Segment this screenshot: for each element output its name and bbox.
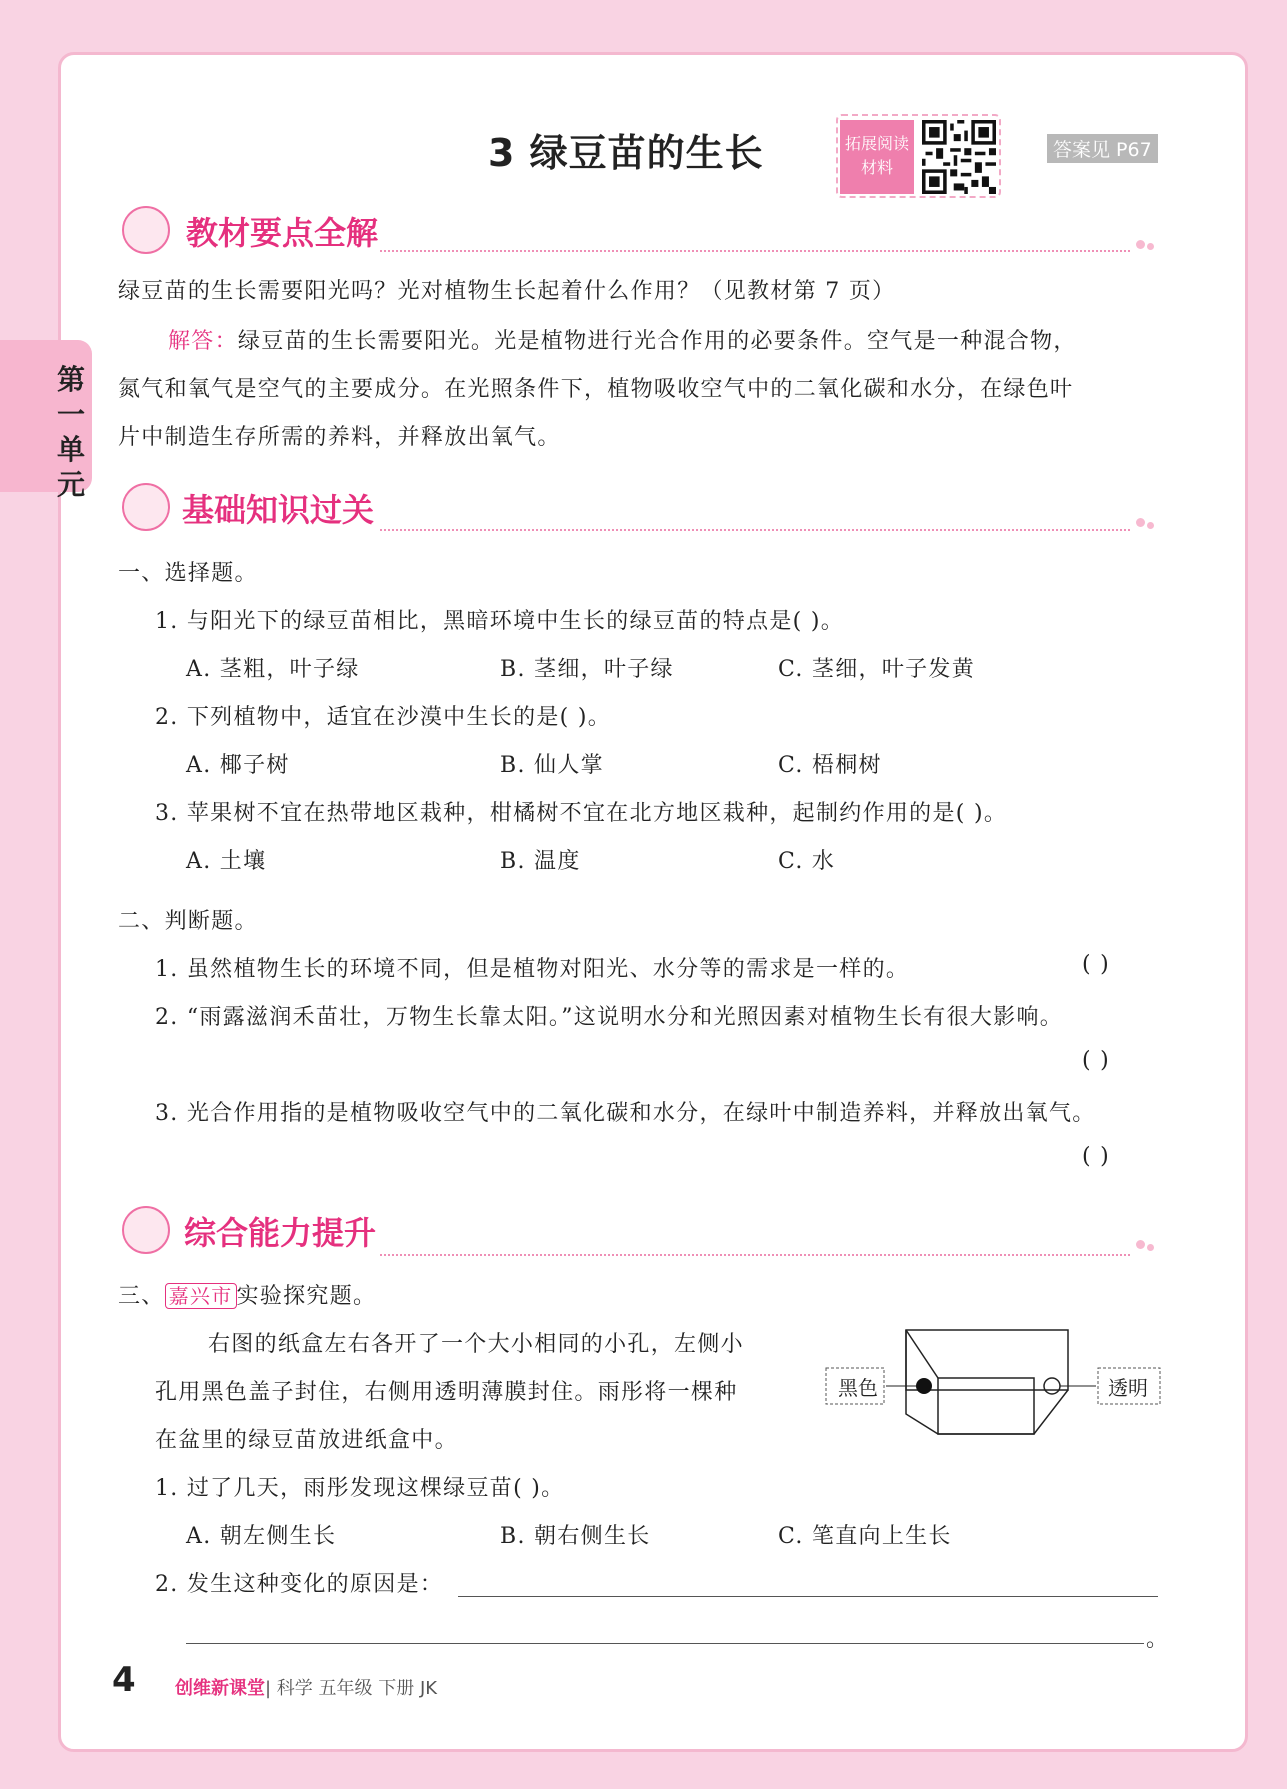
extended-reading-label: 拓展阅读材料 [840, 120, 914, 194]
page-number: 4 [112, 1660, 136, 1700]
textbook-question: 绿豆苗的生长需要阳光吗？光对植物生长起着什么作用？（见教材第 7 页） [118, 279, 896, 304]
end-mark: 。 [1146, 1627, 1170, 1652]
judgement-question: 2. “雨露滋润禾苗壮，万物生长靠太阳。”这说明水分和光照因素对植物生长有很大影响。 [155, 1005, 1064, 1030]
choice-question: 3. 苹果树不宜在热带地区栽种，柑橘树不宜在北方地区栽种，起制约作用的是( )。 [155, 801, 1008, 826]
experiment-intro: 右图的纸盒左右各开了一个大小相同的小孔，左侧小 [208, 1332, 744, 1357]
lesson-title: 3 绿豆苗的生长 [488, 131, 764, 175]
judgement-question: 1. 虽然植物生长的环境不同，但是植物对阳光、水分等的需求是一样的。 [155, 957, 910, 982]
answer-reference-badge: 答案见 P67 [1047, 134, 1158, 163]
choice-option[interactable]: B. 仙人掌 [500, 753, 604, 778]
section-divider [380, 1254, 1130, 1256]
choice-option[interactable]: A. 朝左侧生长 [186, 1524, 337, 1549]
cartoon-mascot-icon [122, 1206, 170, 1254]
choice-option[interactable]: B. 茎细，叶子绿 [500, 657, 674, 682]
judgement-question: 3. 光合作用指的是植物吸收空气中的二氧化碳和水分，在绿叶中制造养料，并释放出氧气。 [155, 1101, 1096, 1126]
answer-line: 氮气和氧气是空气的主要成分。在光照条件下，植物吸收空气中的二氧化碳和水分，在绿色叶 [118, 377, 1074, 402]
decorative-dot [1136, 240, 1145, 249]
part-heading: 二、判断题。 [118, 909, 258, 934]
cartoon-mascot-icon [122, 483, 170, 531]
decorative-dot [1147, 1244, 1154, 1251]
experiment-intro: 孔用黑色盖子封住，右侧用透明薄膜封住。雨彤将一棵种 [155, 1380, 738, 1405]
answer-line: 解答：绿豆苗的生长需要阳光。光是植物进行光合作用的必要条件。空气是一种混合物， [168, 329, 1077, 354]
answer-line-blank[interactable] [458, 1596, 1158, 1597]
section-title-basic-knowledge: 基础知识过关 [182, 491, 375, 529]
diagram-label-black: 黑色 [838, 1376, 878, 1400]
diagram-label-transparent: 透明 [1108, 1376, 1148, 1400]
choice-option[interactable]: C. 水 [778, 849, 836, 874]
choice-option[interactable]: A. 椰子树 [186, 753, 290, 778]
part-heading: 三、 嘉兴市 实验探究题。 [118, 1284, 377, 1309]
experiment-question: 2. 发生这种变化的原因是： [155, 1572, 444, 1597]
choice-option[interactable]: B. 温度 [500, 849, 581, 874]
black-hole-cover [916, 1378, 932, 1394]
answer-paren[interactable]: ( ) [1082, 952, 1111, 977]
region-tag: 嘉兴市 [165, 1283, 237, 1309]
decorative-dot [1147, 243, 1154, 250]
section-title-key-points: 教材要点全解 [186, 214, 379, 252]
choice-question: 1. 与阳光下的绿豆苗相比，黑暗环境中生长的绿豆苗的特点是( )。 [155, 609, 845, 634]
section-divider [380, 529, 1130, 531]
answer-paren[interactable]: ( ) [1082, 1144, 1111, 1169]
cartoon-mascot-icon [122, 206, 170, 254]
choice-option[interactable]: C. 梧桐树 [778, 753, 882, 778]
answer-line-blank[interactable] [186, 1643, 1144, 1644]
part-heading: 一、选择题。 [118, 561, 258, 586]
choice-option[interactable]: A. 茎粗，叶子绿 [186, 657, 360, 682]
decorative-dot [1136, 1240, 1145, 1249]
decorative-dot [1147, 522, 1154, 529]
answer-paren[interactable]: ( ) [1082, 1048, 1111, 1073]
choice-option[interactable]: A. 土壤 [186, 849, 267, 874]
choice-question: 2. 下列植物中，适宜在沙漠中生长的是( )。 [155, 705, 612, 730]
decorative-dot [1136, 518, 1145, 527]
choice-option[interactable]: B. 朝右侧生长 [500, 1524, 651, 1549]
choice-option[interactable]: C. 笔直向上生长 [778, 1524, 952, 1549]
section-divider [380, 250, 1130, 252]
experiment-intro: 在盆里的绿豆苗放进纸盒中。 [155, 1428, 458, 1453]
unit-side-tab-label: 第一单元 [56, 363, 85, 501]
experiment-question: 1. 过了几天，雨彤发现这棵绿豆苗( )。 [155, 1476, 565, 1501]
transparent-hole-cover [1044, 1378, 1060, 1394]
choice-option[interactable]: C. 茎细，叶子发黄 [778, 657, 976, 682]
answer-line: 片中制造生存所需的养料，并释放出氧气。 [118, 425, 561, 450]
footer-book-info: 创维新课堂| 科学 五年级 下册 JK [175, 1678, 438, 1699]
answer-label: 解答： [168, 329, 238, 354]
section-title-ability: 综合能力提升 [184, 1214, 377, 1252]
qr-code-icon[interactable] [922, 120, 996, 194]
